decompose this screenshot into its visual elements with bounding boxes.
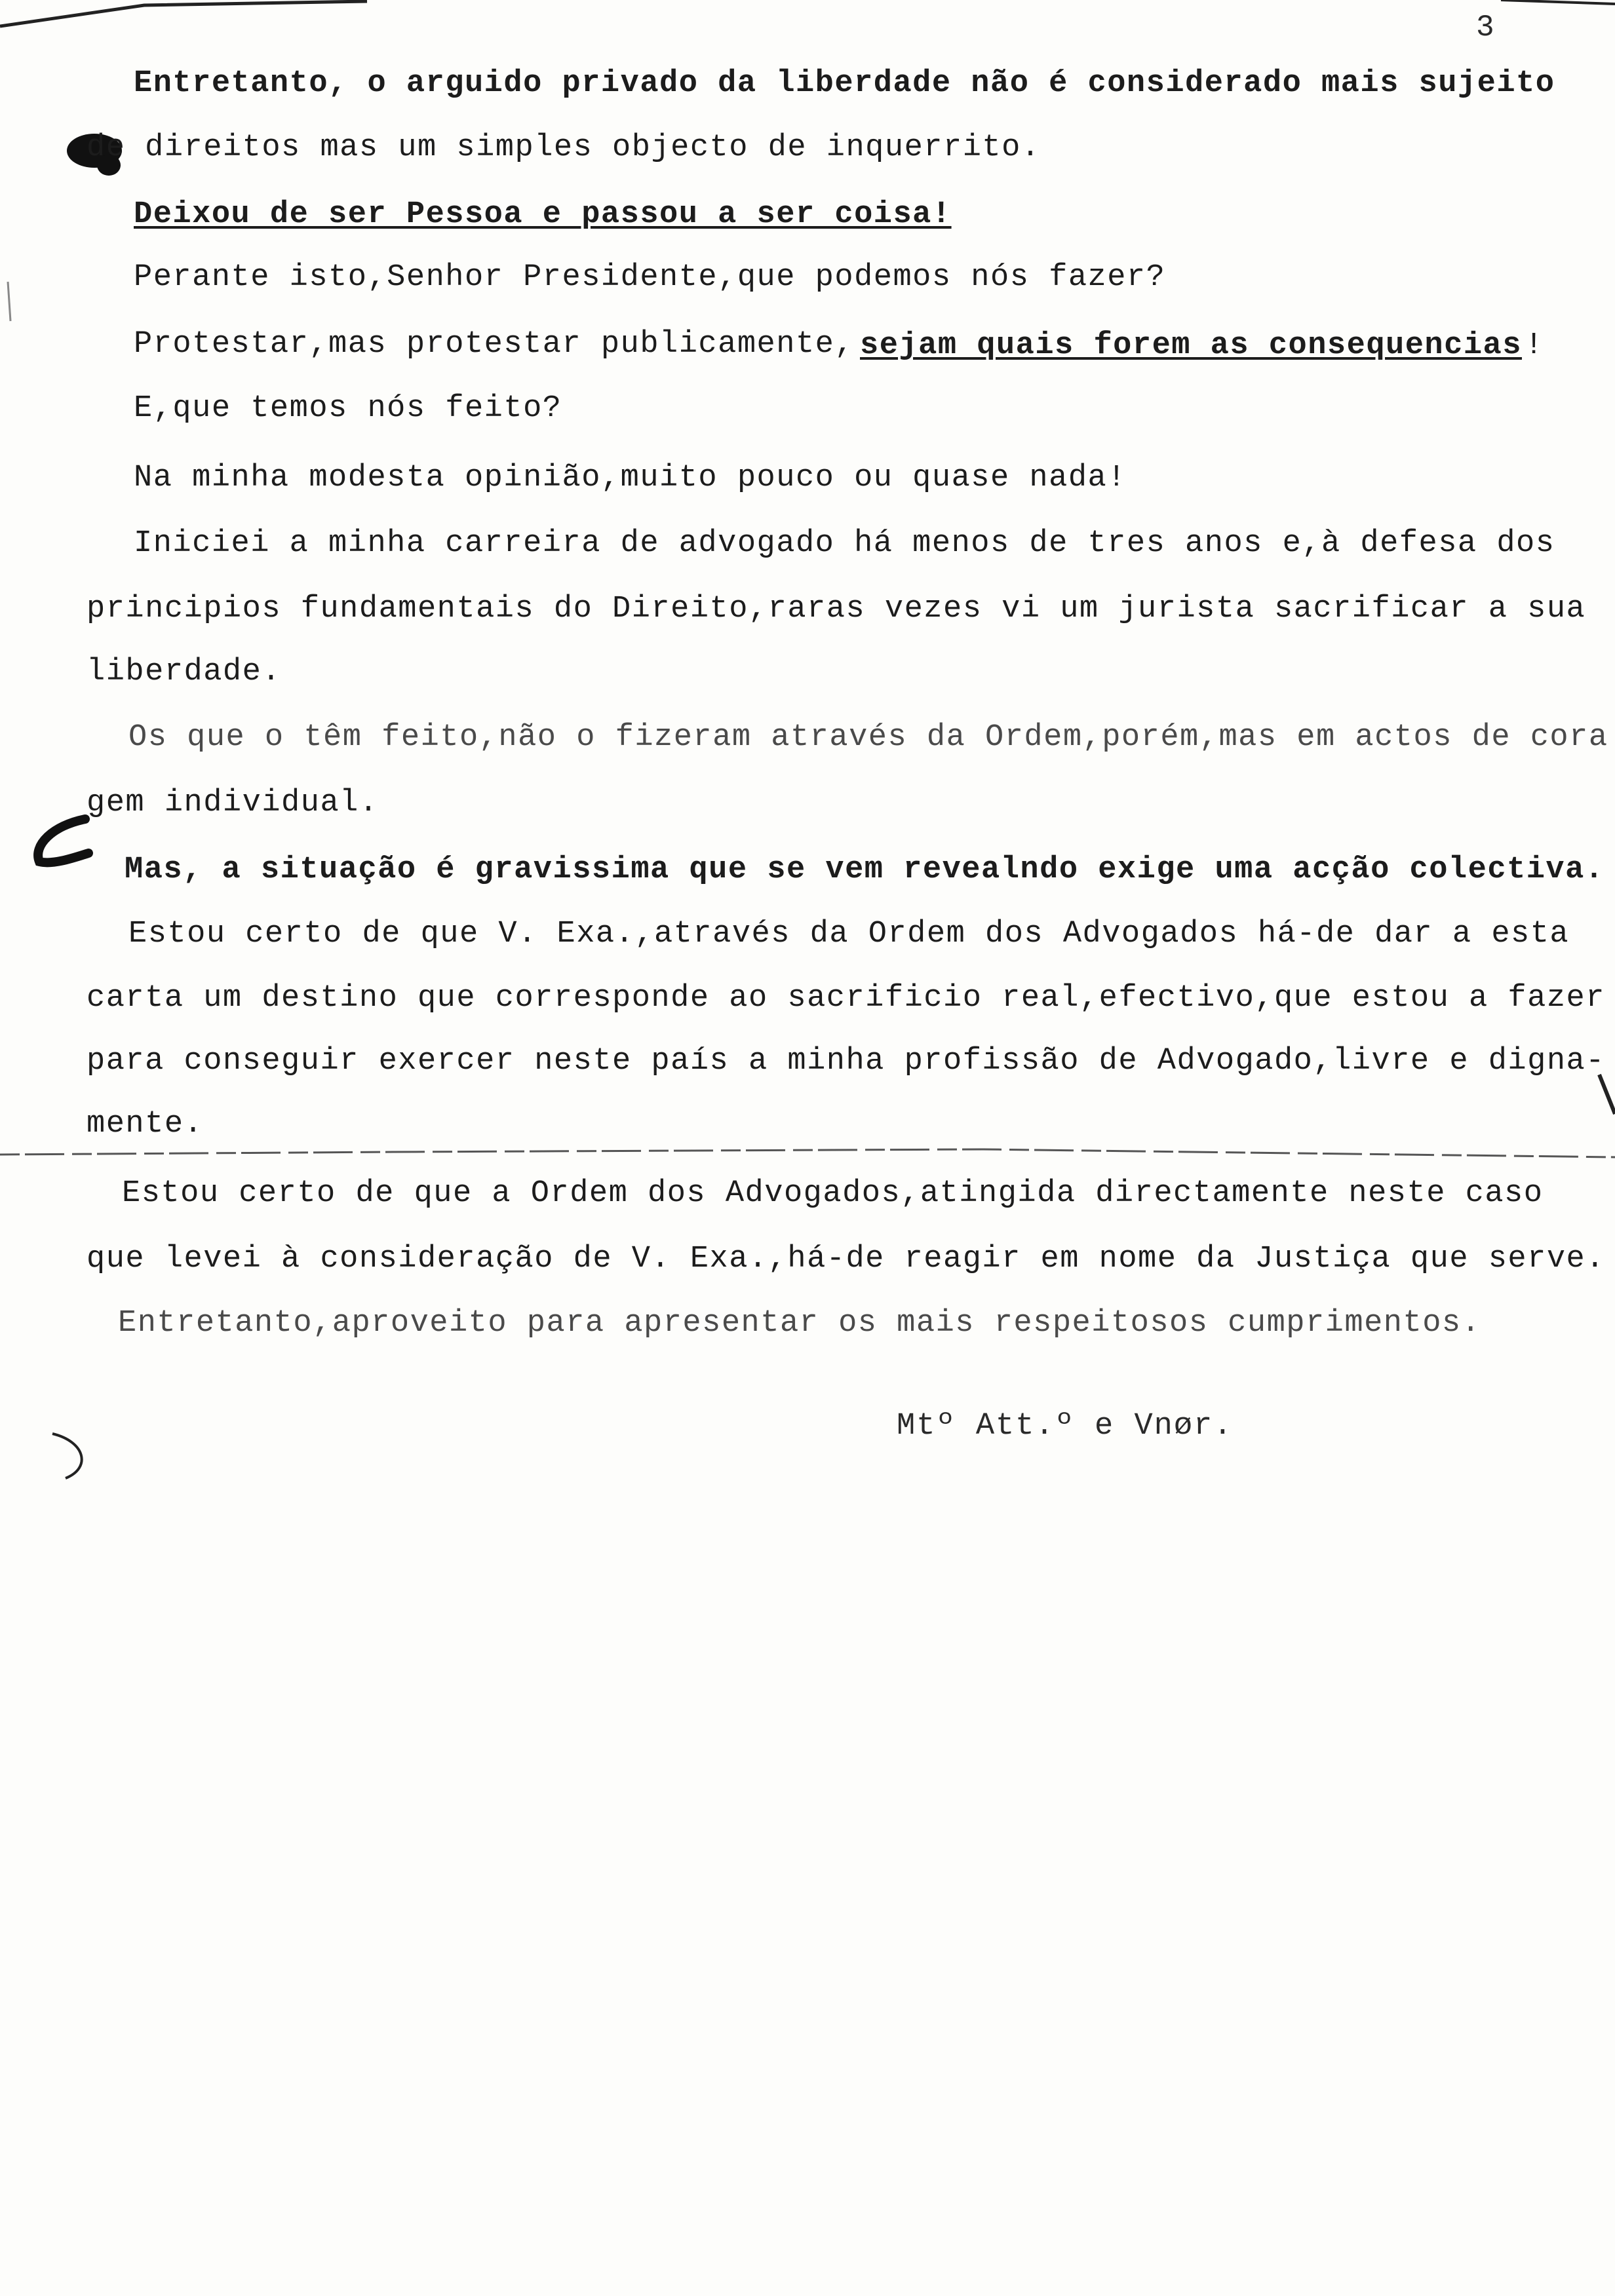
body-line: Mas, a situação é gravissima que se vem revealndo exige uma acção colectiva. [125, 852, 1605, 887]
body-line: Protestar,mas protestar publicamente, [134, 327, 855, 362]
body-line: principios fundamentais do Direito,raras vezes vi um jurista sacrificar a sua [87, 592, 1586, 626]
body-line: Estou certo de que V. Exa.,através da Ordem dos Advogados há-de dar a esta [128, 917, 1570, 951]
body-line: carta um destino que corresponde ao sacrificio real,efectivo,que estou a fazer [87, 981, 1605, 1016]
body-line: Na minha modesta opinião,muito pouco ou quase nada! [134, 461, 1127, 495]
body-line: Estou certo de que a Ordem dos Advogados,atingida directamente neste caso [122, 1176, 1544, 1211]
body-line: para conseguir exercer neste país a minha profissão de Advogado,livre e digna- [87, 1044, 1605, 1079]
body-line: que levei à consideração de V. Exa.,há-de reagir em nome da Justiça que serve. [87, 1242, 1605, 1276]
body-line: mente. [87, 1107, 204, 1141]
body-line: gem individual. [87, 786, 379, 820]
page-number: 3 [1476, 10, 1494, 45]
body-line: Perante isto,Senhor Presidente,que podemos nós fazer? [134, 260, 1166, 295]
body-line: Iniciei a minha carreira de advogado há menos de tres anos e,à defesa dos [134, 526, 1555, 561]
body-line: ! [1525, 328, 1544, 363]
body-line: Entretanto, o arguido privado da liberdade não é considerado mais sujeito [134, 66, 1555, 101]
closing-salutation: Mtº Att.º e Vnør. [897, 1409, 1234, 1444]
body-line: Entretanto,aproveito para apresentar os mais respeitosos cumprimentos. [118, 1306, 1481, 1341]
body-line: sejam quais forem as consequencias [860, 328, 1522, 363]
body-line: E,que temos nós feito? [134, 391, 562, 426]
body-line: Os que o têm feito,não o fizeram através da Ordem,porém,mas em actos de cora [128, 720, 1608, 755]
body-line: de direitos mas um simples objecto de inquerrito. [87, 130, 1041, 165]
body-line: liberdade. [87, 655, 282, 689]
body-line: Deixou de ser Pessoa e passou a ser coisa! [134, 197, 952, 232]
